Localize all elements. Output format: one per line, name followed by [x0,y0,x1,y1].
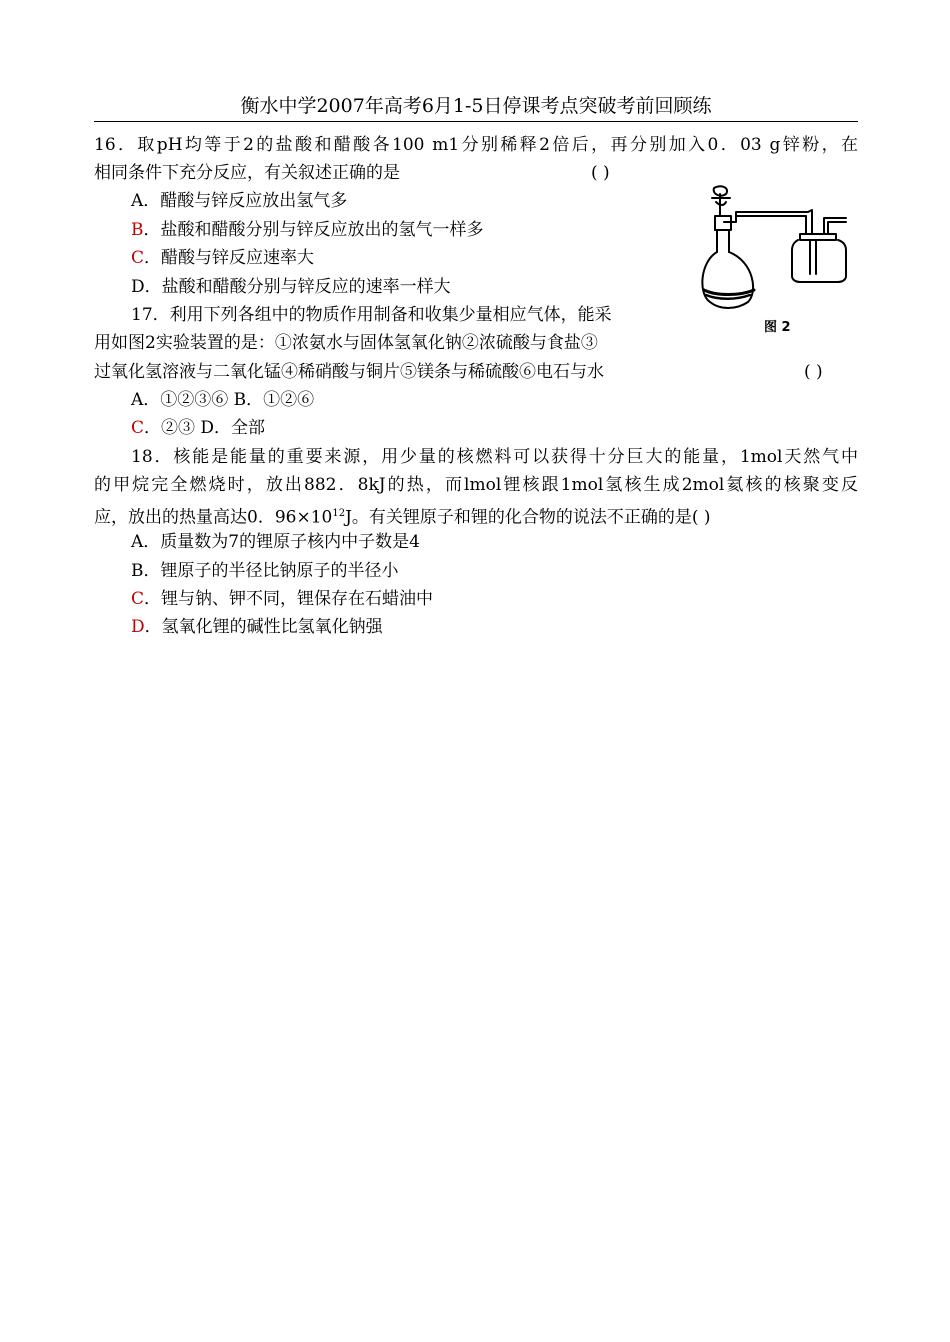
q17-answer-paren: ( ) [804,362,823,382]
option-text: ．盐酸和醋酸分别与锌反应放出的氢气一样多 [143,220,484,240]
option-letter: A [131,191,144,211]
option-letter: C [131,248,145,268]
option-text: ．醋酸与锌反应放出氢气多 [143,191,348,211]
q16-line1: 16．取pH均等于2的盐酸和醋酸各100 m1分别稀释2倍后，再分别加入0．03 g锌粉，在 [94,135,858,155]
q17-line2: 用如图2实验装置的是：①浓氨水与固体氢氧化钠②浓硫酸与食盐③ [94,333,598,353]
q18-option-a [131,528,420,556]
q16-option-b [131,216,484,244]
q18-option-b [131,557,399,585]
option-text: ．锂与钠、钾不同，锂保存在石蜡油中 [144,589,434,609]
figure-caption: 图 2 [764,320,791,335]
option-text: ．②③ D．全部 [144,418,266,438]
q18-option-c [131,585,433,613]
option-text: ．醋酸与锌反应速率大 [144,248,315,268]
option-letter: C [131,589,145,609]
header-rule [94,121,858,122]
q17-option-cd [131,414,265,442]
option-letter: B [131,220,144,240]
option-letter: D [131,617,145,637]
q16-option-a [131,187,347,215]
q18-option-d [131,613,383,641]
option-text: ．氢氧化锂的碱性比氢氧化钠强 [144,617,383,637]
q17-line3: 过氧化氢溶液与二氧化锰④稀硝酸与铜片⑤镁条与稀硫酸⑥电石与水 [94,362,604,382]
option-text: ．锂原子的半径比钠原子的半径小 [143,561,399,581]
option-text: ．盐酸和醋酸分别与锌反应的速率一样大 [144,277,451,297]
option-letter: D [131,277,145,297]
exponent: 12 [332,508,346,519]
q18-line1: 18．核能是能量的重要来源，用少量的核燃料可以获得十分巨大的能量，1mol天然气中 [131,447,858,467]
q18-line3-start: 应，放出的热量高达0．96×10 [94,507,333,528]
apparatus-figure [696,182,858,338]
option-letter: A [131,532,144,552]
q16-option-d [131,273,451,301]
q18-line3 [94,500,711,532]
q16-option-c [131,244,314,272]
option-text: ．质量数为7的锂原子核内中子数是4 [143,532,420,552]
q16-line2: 相同条件下充分反应，有关叙述正确的是 [94,163,400,183]
q17-line1: 17．利用下列各组中的物质作用制备和收集少量相应气体，能采 [131,305,612,325]
option-letter: B [131,561,144,581]
page-header: 衡水中学2007年高考6月1-5日停课考点突破考前回顾练 [240,95,712,117]
q18-line2: 的甲烷完全燃烧时，放出882．8kJ的热，而lmol锂核跟1mol氢核生成2mol氦核的核聚变反 [94,475,858,495]
option-letter: C [131,418,145,438]
q18-line3-end: J。有关锂原子和锂的化合物的说法不正确的是( ) [345,507,711,528]
q16-answer-paren: ( ) [591,163,610,183]
q17-option-ab: A．①②③⑥ B．①②⑥ [131,390,315,410]
